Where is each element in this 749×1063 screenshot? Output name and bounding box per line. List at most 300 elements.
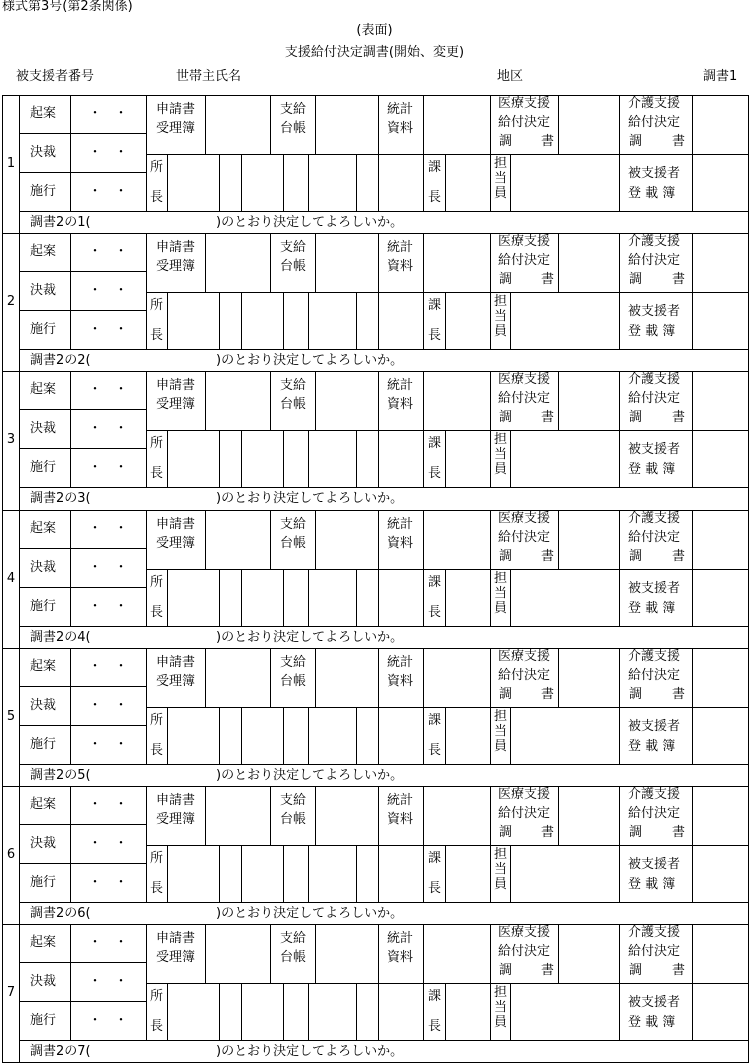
grid-line <box>19 648 20 787</box>
seal-cell[interactable] <box>242 570 282 626</box>
footer-suffix: )のとおり決定してよろしいか。 <box>216 906 404 921</box>
seal-cell[interactable] <box>168 431 218 487</box>
footer-reference-input[interactable] <box>102 904 214 923</box>
draft-date-input[interactable] <box>71 649 146 686</box>
grid-line <box>490 786 491 846</box>
staff-label: 担 <box>494 294 508 309</box>
recipient-register-label: 被支援者 <box>628 995 681 1010</box>
footer-prefix: 調書2の6( <box>30 906 91 921</box>
grid-line <box>146 371 147 488</box>
payment-ledger-input[interactable] <box>316 96 377 154</box>
application-book-label: 申請書 <box>156 793 196 808</box>
payment-ledger-label: 支給 <box>280 517 307 532</box>
statistics-label: 統計 <box>387 931 414 946</box>
seal-cell[interactable] <box>309 155 355 211</box>
statistics-label-2: 資料 <box>387 121 414 136</box>
statistics-label: 統計 <box>387 102 414 117</box>
grid-line <box>490 845 491 903</box>
form-title: 支援給付決定調書(開始、変更) <box>284 45 465 60</box>
enforcement-date-input[interactable] <box>71 588 146 626</box>
statistics-label: 統計 <box>387 793 414 808</box>
grid-line <box>270 924 271 984</box>
enforcement-label: 施行 <box>30 875 57 890</box>
office-chief-label-2: 長 <box>150 190 164 205</box>
payment-ledger-input[interactable] <box>316 787 377 845</box>
application-book-input[interactable] <box>206 511 269 569</box>
staff-label: 担 <box>494 709 508 724</box>
approval-date-input[interactable] <box>71 687 146 725</box>
seal-cell[interactable] <box>220 846 240 902</box>
seal-cell[interactable] <box>220 293 240 349</box>
footer-reference-input[interactable] <box>102 213 214 232</box>
seal-cell[interactable] <box>220 431 240 487</box>
seal-cell[interactable] <box>357 431 377 487</box>
approval-date-field: ・ ・ <box>88 145 128 160</box>
seal-cell[interactable] <box>357 155 377 211</box>
recipient-register-label: 被支援者 <box>628 857 681 872</box>
payment-ledger-label-2: 台帳 <box>280 259 307 274</box>
enforcement-date-field: ・ ・ <box>88 1013 128 1028</box>
seal-cell[interactable] <box>309 984 355 1040</box>
section-chief-label-2: 長 <box>428 190 442 205</box>
seal-cell[interactable] <box>357 846 377 902</box>
payment-ledger-input[interactable] <box>316 234 377 292</box>
grid-line <box>619 233 620 293</box>
statistics-input[interactable] <box>424 96 489 154</box>
seal-cell[interactable] <box>309 570 355 626</box>
grid-line <box>19 487 749 488</box>
grid-line <box>378 371 379 431</box>
application-book-label-2: 受理簿 <box>156 950 196 965</box>
seal-cell[interactable] <box>446 570 489 626</box>
footer-reference-input[interactable] <box>102 351 214 370</box>
seal-cell[interactable] <box>284 708 307 764</box>
grid-line <box>146 648 147 765</box>
payment-ledger-label-2: 台帳 <box>280 674 307 689</box>
application-book-input[interactable] <box>206 96 269 154</box>
grid-line <box>619 569 620 627</box>
care-decision-input[interactable] <box>693 96 747 154</box>
recipient-register-label-2: 登 載 簿 <box>628 186 676 201</box>
seal-cell[interactable] <box>511 293 618 349</box>
draft-date-field: ・ ・ <box>88 244 128 259</box>
approval-date-input[interactable] <box>71 825 146 863</box>
footer-reference-input[interactable] <box>102 1042 214 1061</box>
seal-cell[interactable] <box>309 293 355 349</box>
approval-date-input[interactable] <box>71 549 146 587</box>
footer-prefix: 調書2の1( <box>30 215 91 230</box>
medical-decision-input[interactable] <box>559 925 618 983</box>
seal-cell[interactable] <box>284 570 307 626</box>
draft-date-input[interactable] <box>71 372 146 409</box>
enforcement-date-input[interactable] <box>71 726 146 764</box>
care-support-label: 介護支援 <box>628 925 681 940</box>
seal-cell[interactable] <box>357 293 377 349</box>
payment-ledger-label-2: 台帳 <box>280 397 307 412</box>
footer-suffix: )のとおり決定してよろしいか。 <box>216 630 404 645</box>
seal-cell[interactable] <box>168 293 218 349</box>
draft-date-field: ・ ・ <box>88 797 128 812</box>
statistics-input[interactable] <box>424 372 489 430</box>
enforcement-label: 施行 <box>30 599 57 614</box>
draft-label: 起案 <box>30 106 57 121</box>
draft-date-input[interactable] <box>71 234 146 271</box>
seal-cell[interactable] <box>693 431 747 487</box>
application-book-input[interactable] <box>206 234 269 292</box>
enforcement-label: 施行 <box>30 737 57 752</box>
statistics-input[interactable] <box>424 234 489 292</box>
statistics-input[interactable] <box>424 511 489 569</box>
application-book-label-2: 受理簿 <box>156 674 196 689</box>
medical-decision-input[interactable] <box>559 96 618 154</box>
grid-line <box>490 569 491 627</box>
care-decision-input[interactable] <box>693 511 747 569</box>
care-support-label: 介護支援 <box>628 234 681 249</box>
seal-cell[interactable] <box>242 155 282 211</box>
seal-cell[interactable] <box>379 155 422 211</box>
grid-line <box>146 233 147 350</box>
grid-line <box>19 510 20 649</box>
care-document-label-2: 書 <box>672 134 686 149</box>
footer-reference-input[interactable] <box>102 489 214 508</box>
staff-label-3: 員 <box>494 324 508 339</box>
seal-cell[interactable] <box>242 708 282 764</box>
grid-line <box>378 924 379 984</box>
seal-cell[interactable] <box>284 984 307 1040</box>
footer-suffix: )のとおり決定してよろしいか。 <box>216 768 404 783</box>
medical-document-label: 調 <box>499 410 513 425</box>
seal-cell[interactable] <box>446 431 489 487</box>
statistics-input[interactable] <box>424 787 489 845</box>
draft-label: 起案 <box>30 244 57 259</box>
seal-cell[interactable] <box>511 846 618 902</box>
recipient-register-label-2: 登 載 簿 <box>628 601 676 616</box>
seal-cell[interactable] <box>357 708 377 764</box>
grid-line <box>619 371 620 431</box>
enforcement-date-input[interactable] <box>71 173 146 211</box>
care-support-label: 介護支援 <box>628 511 681 526</box>
application-book-input[interactable] <box>206 787 269 845</box>
medical-support-label: 医療支援 <box>498 925 551 940</box>
grid-line <box>270 786 271 846</box>
payment-ledger-label: 支給 <box>280 793 307 808</box>
staff-label-3: 員 <box>494 186 508 201</box>
footer-reference-input[interactable] <box>102 628 214 647</box>
seal-cell[interactable] <box>242 431 282 487</box>
medical-document-label: 調 <box>499 134 513 149</box>
application-book-input[interactable] <box>206 649 269 707</box>
footer-prefix: 調書2の4( <box>30 630 91 645</box>
approval-date-input[interactable] <box>71 134 146 172</box>
draft-label: 起案 <box>30 659 57 674</box>
section-chief-label-2: 長 <box>428 328 442 343</box>
payment-ledger-input[interactable] <box>316 925 377 983</box>
medical-decision-input[interactable] <box>559 234 618 292</box>
office-chief-label-2: 長 <box>150 605 164 620</box>
grid-line <box>270 648 271 708</box>
seal-cell[interactable] <box>379 570 422 626</box>
application-book-label: 申請書 <box>156 240 196 255</box>
grid-line <box>490 292 491 350</box>
grid-line <box>146 786 147 903</box>
seal-cell[interactable] <box>242 846 282 902</box>
seal-cell[interactable] <box>511 155 618 211</box>
application-book-label: 申請書 <box>156 378 196 393</box>
enforcement-date-input[interactable] <box>71 864 146 902</box>
grid-line <box>490 510 491 570</box>
care-decision-label: 給付決定 <box>628 944 681 959</box>
medical-document-label-2: 書 <box>541 272 555 287</box>
office-chief-label: 所 <box>150 160 164 175</box>
seal-cell[interactable] <box>284 846 307 902</box>
recipient-register-label-2: 登 載 簿 <box>628 462 676 477</box>
office-chief-label: 所 <box>150 713 164 728</box>
care-decision-input[interactable] <box>693 372 747 430</box>
medical-decision-label: 給付決定 <box>498 806 551 821</box>
grid-line <box>490 924 491 984</box>
seal-cell[interactable] <box>284 293 307 349</box>
statistics-input[interactable] <box>424 649 489 707</box>
grid-line <box>270 371 271 431</box>
care-document-label: 調 <box>629 272 643 287</box>
medical-support-label: 医療支援 <box>498 649 551 664</box>
application-book-label: 申請書 <box>156 517 196 532</box>
enforcement-date-input[interactable] <box>71 449 146 487</box>
enforcement-date-field: ・ ・ <box>88 599 128 614</box>
medical-document-label: 調 <box>499 549 513 564</box>
care-decision-input[interactable] <box>693 925 747 983</box>
medical-decision-input[interactable] <box>559 649 618 707</box>
decision-block <box>2 371 748 510</box>
medical-document-label-2: 書 <box>541 963 555 978</box>
grid-line <box>19 371 20 510</box>
care-decision-input[interactable] <box>693 649 747 707</box>
statistics-label: 統計 <box>387 655 414 670</box>
seal-cell[interactable] <box>357 570 377 626</box>
grid-line <box>270 510 271 570</box>
section-chief-label: 課 <box>428 989 442 1004</box>
approval-label: 決裁 <box>30 421 57 436</box>
medical-document-label: 調 <box>499 687 513 702</box>
grid-line <box>19 764 749 765</box>
payment-ledger-label-2: 台帳 <box>280 950 307 965</box>
section-chief-label: 課 <box>428 851 442 866</box>
grid-line <box>378 510 379 570</box>
side-label: (表面) <box>356 23 393 38</box>
care-decision-label: 給付決定 <box>628 530 681 545</box>
seal-cell[interactable] <box>379 984 422 1040</box>
draft-label: 起案 <box>30 935 57 950</box>
block-number: 3 <box>6 432 16 447</box>
statistics-input[interactable] <box>424 925 489 983</box>
care-support-label: 介護支援 <box>628 649 681 664</box>
care-decision-input[interactable] <box>693 787 747 845</box>
grid-line <box>619 983 620 1041</box>
household-head-label: 世帯主氏名 <box>176 69 242 84</box>
decision-block <box>2 233 748 372</box>
seal-cell[interactable] <box>284 431 307 487</box>
draft-date-input[interactable] <box>71 511 146 548</box>
approval-date-field: ・ ・ <box>88 421 128 436</box>
application-book-label-2: 受理簿 <box>156 536 196 551</box>
seal-cell[interactable] <box>446 708 489 764</box>
grid-line <box>490 154 491 212</box>
seal-cell[interactable] <box>309 431 355 487</box>
medical-decision-label: 給付決定 <box>498 115 551 130</box>
draft-date-input[interactable] <box>71 96 146 133</box>
draft-date-field: ・ ・ <box>88 521 128 536</box>
seal-cell[interactable] <box>168 570 218 626</box>
seal-cell[interactable] <box>693 708 747 764</box>
draft-date-field: ・ ・ <box>88 106 128 121</box>
care-decision-label: 給付決定 <box>628 115 681 130</box>
care-document-label: 調 <box>629 687 643 702</box>
grid-line <box>619 510 620 570</box>
application-book-input[interactable] <box>206 372 269 430</box>
draft-label: 起案 <box>30 797 57 812</box>
grid-line <box>19 626 749 627</box>
seal-cell[interactable] <box>693 570 747 626</box>
seal-cell[interactable] <box>242 293 282 349</box>
recipient-register-label-2: 登 載 簿 <box>628 1015 676 1030</box>
seal-cell[interactable] <box>511 570 618 626</box>
statistics-label-2: 資料 <box>387 812 414 827</box>
seal-cell[interactable] <box>168 984 218 1040</box>
seal-cell[interactable] <box>511 984 618 1040</box>
grid-line <box>619 707 620 765</box>
seal-cell[interactable] <box>693 293 747 349</box>
grid-line <box>490 983 491 1041</box>
grid-line <box>19 349 749 350</box>
seal-cell[interactable] <box>168 846 218 902</box>
payment-ledger-input[interactable] <box>316 649 377 707</box>
statistics-label: 統計 <box>387 517 414 532</box>
medical-decision-label: 給付決定 <box>498 391 551 406</box>
recipient-register-label: 被支援者 <box>628 166 681 181</box>
approval-label: 決裁 <box>30 145 57 160</box>
seal-cell[interactable] <box>446 846 489 902</box>
enforcement-label: 施行 <box>30 322 57 337</box>
draft-date-input[interactable] <box>71 925 146 962</box>
decision-block <box>2 510 748 649</box>
medical-decision-label: 給付決定 <box>498 668 551 683</box>
office-chief-label: 所 <box>150 851 164 866</box>
section-chief-label-2: 長 <box>428 466 442 481</box>
seal-cell[interactable] <box>693 155 747 211</box>
seal-cell[interactable] <box>379 431 422 487</box>
grid-line <box>270 233 271 293</box>
payment-ledger-input[interactable] <box>316 511 377 569</box>
care-document-label-2: 書 <box>672 549 686 564</box>
footer-suffix: )のとおり決定してよろしいか。 <box>216 1044 404 1059</box>
block-number: 4 <box>6 571 16 586</box>
medical-support-label: 医療支援 <box>498 96 551 111</box>
application-book-label-2: 受理簿 <box>156 812 196 827</box>
seal-cell[interactable] <box>242 984 282 1040</box>
approval-date-input[interactable] <box>71 963 146 1001</box>
medical-decision-input[interactable] <box>559 372 618 430</box>
footer-reference-input[interactable] <box>102 766 214 785</box>
enforcement-date-field: ・ ・ <box>88 875 128 890</box>
approval-label: 決裁 <box>30 974 57 989</box>
block-number: 1 <box>6 156 16 171</box>
statistics-label-2: 資料 <box>387 397 414 412</box>
payment-ledger-label: 支給 <box>280 102 307 117</box>
application-book-label-2: 受理簿 <box>156 121 196 136</box>
seal-cell[interactable] <box>511 431 618 487</box>
seal-cell[interactable] <box>379 293 422 349</box>
seal-cell[interactable] <box>309 846 355 902</box>
staff-label: 担 <box>494 156 508 171</box>
care-document-label: 調 <box>629 963 643 978</box>
office-chief-label: 所 <box>150 298 164 313</box>
approval-date-input[interactable] <box>71 272 146 310</box>
staff-label-3: 員 <box>494 601 508 616</box>
seal-cell[interactable] <box>168 155 218 211</box>
draft-date-input[interactable] <box>71 787 146 824</box>
seal-cell[interactable] <box>284 155 307 211</box>
block-number: 2 <box>6 294 16 309</box>
approval-date-field: ・ ・ <box>88 283 128 298</box>
seal-cell[interactable] <box>309 708 355 764</box>
recipient-register-label-2: 登 載 簿 <box>628 877 676 892</box>
payment-ledger-label: 支給 <box>280 240 307 255</box>
payment-ledger-input[interactable] <box>316 372 377 430</box>
seal-cell[interactable] <box>446 155 489 211</box>
medical-decision-input[interactable] <box>559 511 618 569</box>
medical-decision-input[interactable] <box>559 787 618 845</box>
seal-cell[interactable] <box>693 846 747 902</box>
seal-cell[interactable] <box>220 570 240 626</box>
decision-block <box>2 786 748 925</box>
grid-line <box>146 95 147 212</box>
application-book-input[interactable] <box>206 925 269 983</box>
staff-label-3: 員 <box>494 877 508 892</box>
seal-cell[interactable] <box>446 984 489 1040</box>
care-decision-input[interactable] <box>693 234 747 292</box>
care-support-label: 介護支援 <box>628 372 681 387</box>
form-number-label: 様式第3号(第2条関係) <box>2 0 133 14</box>
grid-line <box>378 95 379 155</box>
grid-line <box>619 154 620 212</box>
approval-date-input[interactable] <box>71 410 146 448</box>
seal-cell[interactable] <box>379 846 422 902</box>
decision-block <box>2 924 748 1063</box>
enforcement-date-input[interactable] <box>71 311 146 349</box>
grid-line <box>423 154 424 212</box>
grid-line <box>619 845 620 903</box>
medical-document-label: 調 <box>499 963 513 978</box>
seal-cell[interactable] <box>446 293 489 349</box>
care-decision-label: 給付決定 <box>628 253 681 268</box>
grid-line <box>423 292 424 350</box>
seal-cell[interactable] <box>220 155 240 211</box>
seal-cell[interactable] <box>693 984 747 1040</box>
medical-document-label: 調 <box>499 272 513 287</box>
seal-cell[interactable] <box>220 984 240 1040</box>
office-chief-label-2: 長 <box>150 466 164 481</box>
seal-cell[interactable] <box>511 708 618 764</box>
seal-cell[interactable] <box>168 708 218 764</box>
grid-line <box>619 786 620 846</box>
staff-label-2: 当 <box>494 171 508 186</box>
application-book-label-2: 受理簿 <box>156 397 196 412</box>
enforcement-date-input[interactable] <box>71 1002 146 1040</box>
grid-line <box>490 648 491 708</box>
seal-cell[interactable] <box>379 708 422 764</box>
seal-cell[interactable] <box>220 708 240 764</box>
seal-cell[interactable] <box>357 984 377 1040</box>
